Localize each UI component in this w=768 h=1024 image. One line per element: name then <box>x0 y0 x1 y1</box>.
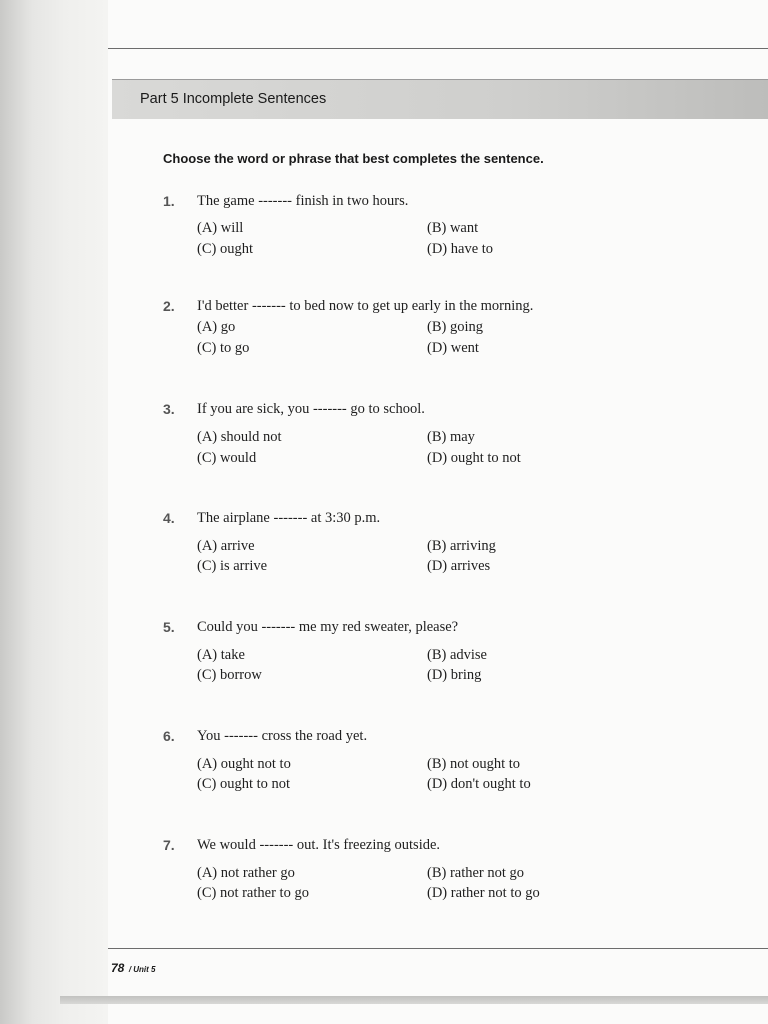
option-c: (C) to go <box>197 340 250 356</box>
question-text: The game ------- finish in two hours. <box>197 193 409 209</box>
question-number: 6. <box>163 728 175 744</box>
top-rule <box>108 48 768 49</box>
option-d: (D) have to <box>427 241 494 257</box>
option-d: (D) went <box>427 340 479 356</box>
question-number: 2. <box>163 298 175 314</box>
page-number: 78 <box>111 961 125 975</box>
option-c: (C) would <box>197 450 257 466</box>
question-text: Could you ------- me my red sweater, please? <box>197 619 459 635</box>
option-d: (D) ought to not <box>427 450 521 466</box>
option-c: (C) not rather to go <box>197 885 309 901</box>
option-a: (A) not rather go <box>197 865 295 881</box>
instructions: Choose the word or phrase that best completes the sentence. <box>163 151 544 166</box>
option-b: (B) may <box>427 429 475 445</box>
option-a: (A) will <box>197 220 244 236</box>
question-number: 3. <box>163 401 175 417</box>
option-b: (B) rather not go <box>427 865 525 881</box>
question-text: If you are sick, you ------- go to school. <box>197 401 425 417</box>
option-d: (D) rather not to go <box>427 885 540 901</box>
binding-shadow <box>0 0 108 1024</box>
page-footer <box>111 959 155 977</box>
option-b: (B) want <box>427 220 479 236</box>
option-b: (B) not ought to <box>427 756 521 772</box>
option-b: (B) advise <box>427 647 487 663</box>
option-a: (A) should not <box>197 429 282 445</box>
question-text: We would ------- out. It's freezing outside. <box>197 837 441 853</box>
option-c: (C) ought <box>197 241 253 257</box>
unit-label: / Unit 5 <box>128 965 156 974</box>
question-number: 4. <box>163 510 175 526</box>
part-banner <box>112 79 768 119</box>
question-text: You ------- cross the road yet. <box>197 728 368 744</box>
option-c: (C) borrow <box>197 667 262 683</box>
option-c: (C) ought to not <box>197 776 291 792</box>
option-b: (B) arriving <box>427 538 496 554</box>
question-number: 1. <box>163 193 175 209</box>
question-text: The airplane ------- at 3:30 p.m. <box>197 510 381 526</box>
option-b: (B) going <box>427 319 483 335</box>
option-d: (D) arrives <box>427 558 491 574</box>
option-a: (A) ought not to <box>197 756 291 772</box>
option-a: (A) arrive <box>197 538 255 554</box>
bottom-rule <box>108 948 768 949</box>
question-number: 7. <box>163 837 175 853</box>
option-d: (D) don't ought to <box>427 776 531 792</box>
page-bottom-edge <box>60 996 768 1004</box>
part-title: Part 5 Incomplete Sentences <box>140 91 327 107</box>
question-text: I'd better ------- to bed now to get up early in the morning. <box>197 298 534 314</box>
option-d: (D) bring <box>427 667 482 683</box>
option-a: (A) take <box>197 647 245 663</box>
option-c: (C) is arrive <box>197 558 268 574</box>
option-a: (A) go <box>197 319 236 335</box>
question-number: 5. <box>163 619 175 635</box>
